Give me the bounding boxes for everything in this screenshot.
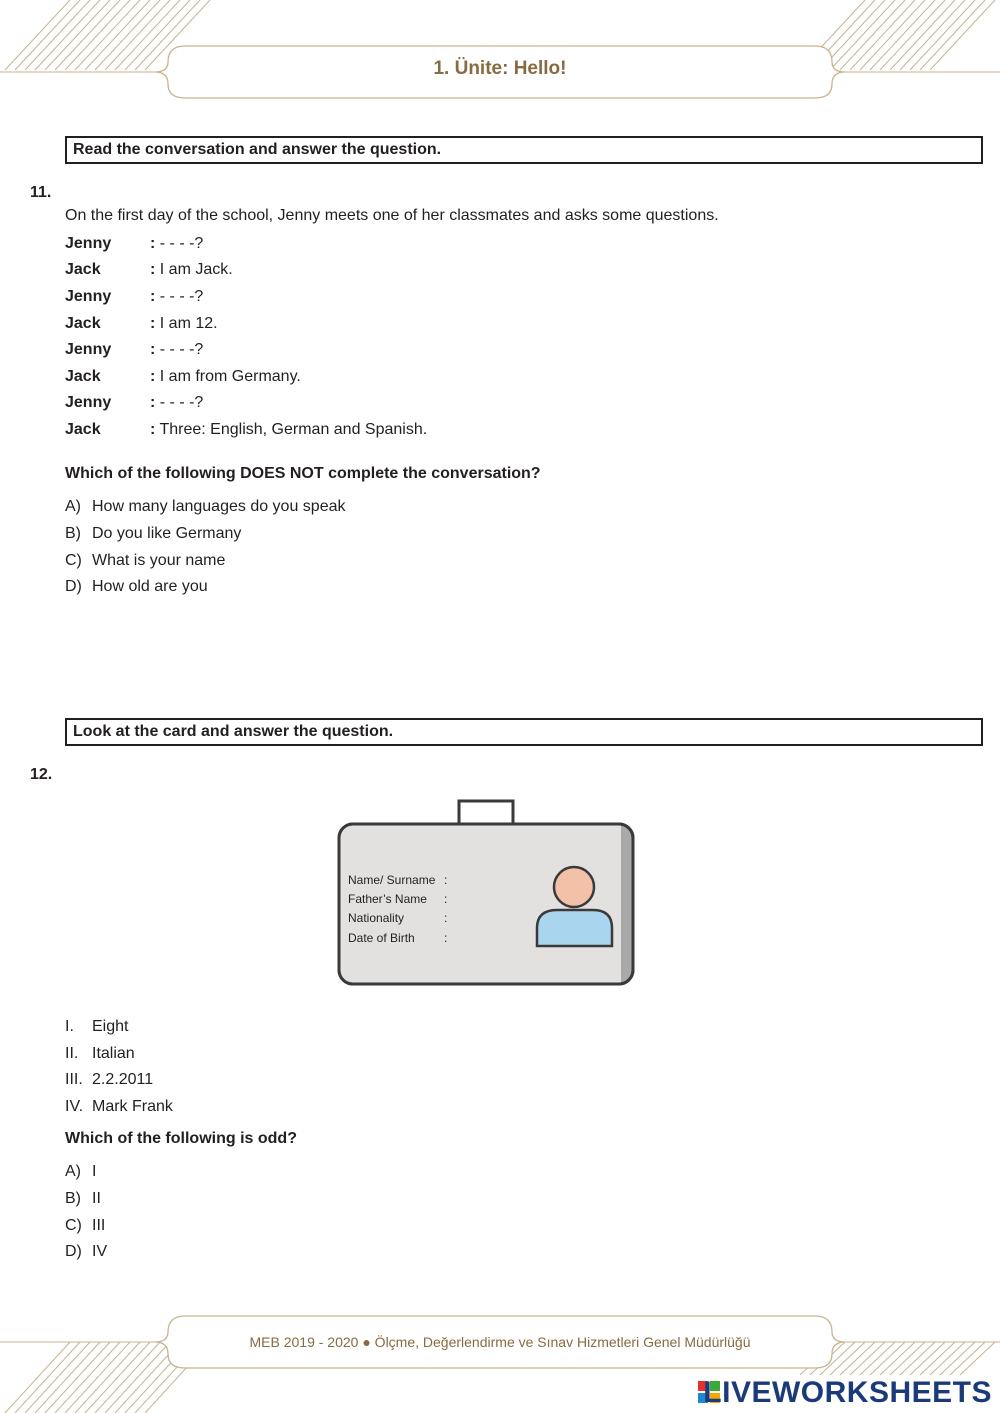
speaker-name: Jack [65, 421, 101, 438]
option-text: Do you like Germany [92, 525, 242, 542]
line-text: - - - -? [155, 235, 204, 252]
question-intro: On the first day of the school, Jenny meets one of her classmates and asks some questions. [65, 207, 719, 224]
answer-option-b[interactable] [65, 525, 241, 543]
dialogue-line [150, 394, 203, 412]
option-text: How many languages do you speak [92, 498, 346, 515]
option-text: II [92, 1190, 101, 1207]
colon: : [150, 315, 156, 332]
speaker-name: Jack [65, 261, 101, 278]
card-field-colon: : [444, 931, 448, 945]
colon: : [150, 288, 156, 305]
item-text: Eight [92, 1018, 129, 1035]
item-label: IV. [65, 1098, 84, 1115]
question-number-12: 12. [30, 766, 53, 783]
unit-title: 1. Ünite: Hello! [433, 58, 567, 79]
question-number-11: 11. [30, 184, 52, 201]
item-text: Mark Frank [92, 1098, 173, 1115]
answer-option-a[interactable] [65, 498, 346, 516]
dialogue-line [150, 421, 427, 439]
answer-option-d[interactable] [65, 578, 208, 596]
question-prompt-12: Which of the following is odd? [65, 1130, 297, 1147]
item-text: 2.2.2011 [92, 1071, 154, 1088]
option-label: C) [65, 1217, 82, 1234]
colon: : [150, 421, 156, 438]
option-label: D) [65, 1243, 82, 1260]
colon: : [150, 235, 156, 252]
option-label: A) [65, 498, 81, 515]
line-text: I am 12. [155, 315, 218, 332]
roman-item [65, 1071, 153, 1089]
item-label: II. [65, 1045, 79, 1062]
option-text: III [92, 1217, 106, 1234]
dialogue-line [150, 288, 203, 306]
dialogue-line [150, 315, 218, 333]
roman-item [65, 1098, 173, 1116]
speaker-name: Jenny [65, 341, 112, 358]
footer-text: MEB 2019 - 2020 ● Ölçme, Değerlendirme ve Sınav Hizmetleri Genel Müdürlüğü [249, 1334, 751, 1350]
answer-option-d[interactable] [65, 1243, 107, 1261]
answer-option-b[interactable] [65, 1190, 101, 1208]
instruction-box-1: Read the conversation and answer the question. [65, 136, 983, 164]
option-text: I [92, 1163, 97, 1180]
card-field-label: Nationality [348, 911, 405, 925]
dialogue-line [150, 235, 203, 253]
card-field-label: Father’s Name [348, 892, 427, 906]
line-text: I am from Germany. [155, 368, 301, 385]
speaker-name: Jenny [65, 235, 112, 252]
colon: : [150, 394, 156, 411]
colon: : [150, 341, 156, 358]
card-field-colon: : [444, 892, 448, 906]
card-field-colon: : [444, 873, 448, 887]
line-text: - - - -? [155, 288, 204, 305]
option-label: B) [65, 1190, 81, 1207]
liveworksheets-watermark: LIVEWORKSHEETS [703, 1376, 992, 1409]
avatar-shoulders [537, 910, 612, 946]
option-text: IV [92, 1243, 108, 1260]
item-label: I. [65, 1018, 74, 1035]
option-label: B) [65, 525, 81, 542]
line-text: - - - -? [155, 394, 204, 411]
header-decoration [0, 0, 1000, 110]
question-prompt-11: Which of the following DOES NOT complete the conversation? [65, 465, 541, 482]
card-field-colon: : [444, 911, 448, 925]
card-field-label: Date of Birth [348, 931, 415, 945]
answer-option-c[interactable] [65, 1217, 105, 1235]
line-text: Three: English, German and Spanish. [155, 421, 428, 438]
option-text: What is your name [92, 552, 226, 569]
roman-item [65, 1045, 135, 1063]
option-label: D) [65, 578, 82, 595]
option-label: C) [65, 552, 82, 569]
option-text: How old are you [92, 578, 208, 595]
dialogue-line [150, 368, 301, 386]
speaker-name: Jack [65, 368, 101, 385]
item-text: Italian [92, 1045, 135, 1062]
colon: : [150, 261, 156, 278]
dialogue-line [150, 261, 233, 279]
speaker-name: Jenny [65, 394, 112, 411]
colon: : [150, 368, 156, 385]
answer-option-a[interactable] [65, 1163, 96, 1181]
speaker-name: Jenny [65, 288, 112, 305]
option-label: A) [65, 1163, 81, 1180]
line-text: I am Jack. [155, 261, 233, 278]
instruction-box-2: Look at the card and answer the question. [65, 718, 983, 746]
dialogue-line [150, 341, 203, 359]
item-label: III. [65, 1071, 83, 1088]
speaker-name: Jack [65, 315, 101, 332]
avatar-head [554, 867, 594, 907]
roman-item [65, 1018, 128, 1036]
line-text: - - - -? [155, 341, 204, 358]
answer-option-c[interactable] [65, 552, 225, 570]
card-field-label: Name/ Surname [348, 873, 436, 887]
